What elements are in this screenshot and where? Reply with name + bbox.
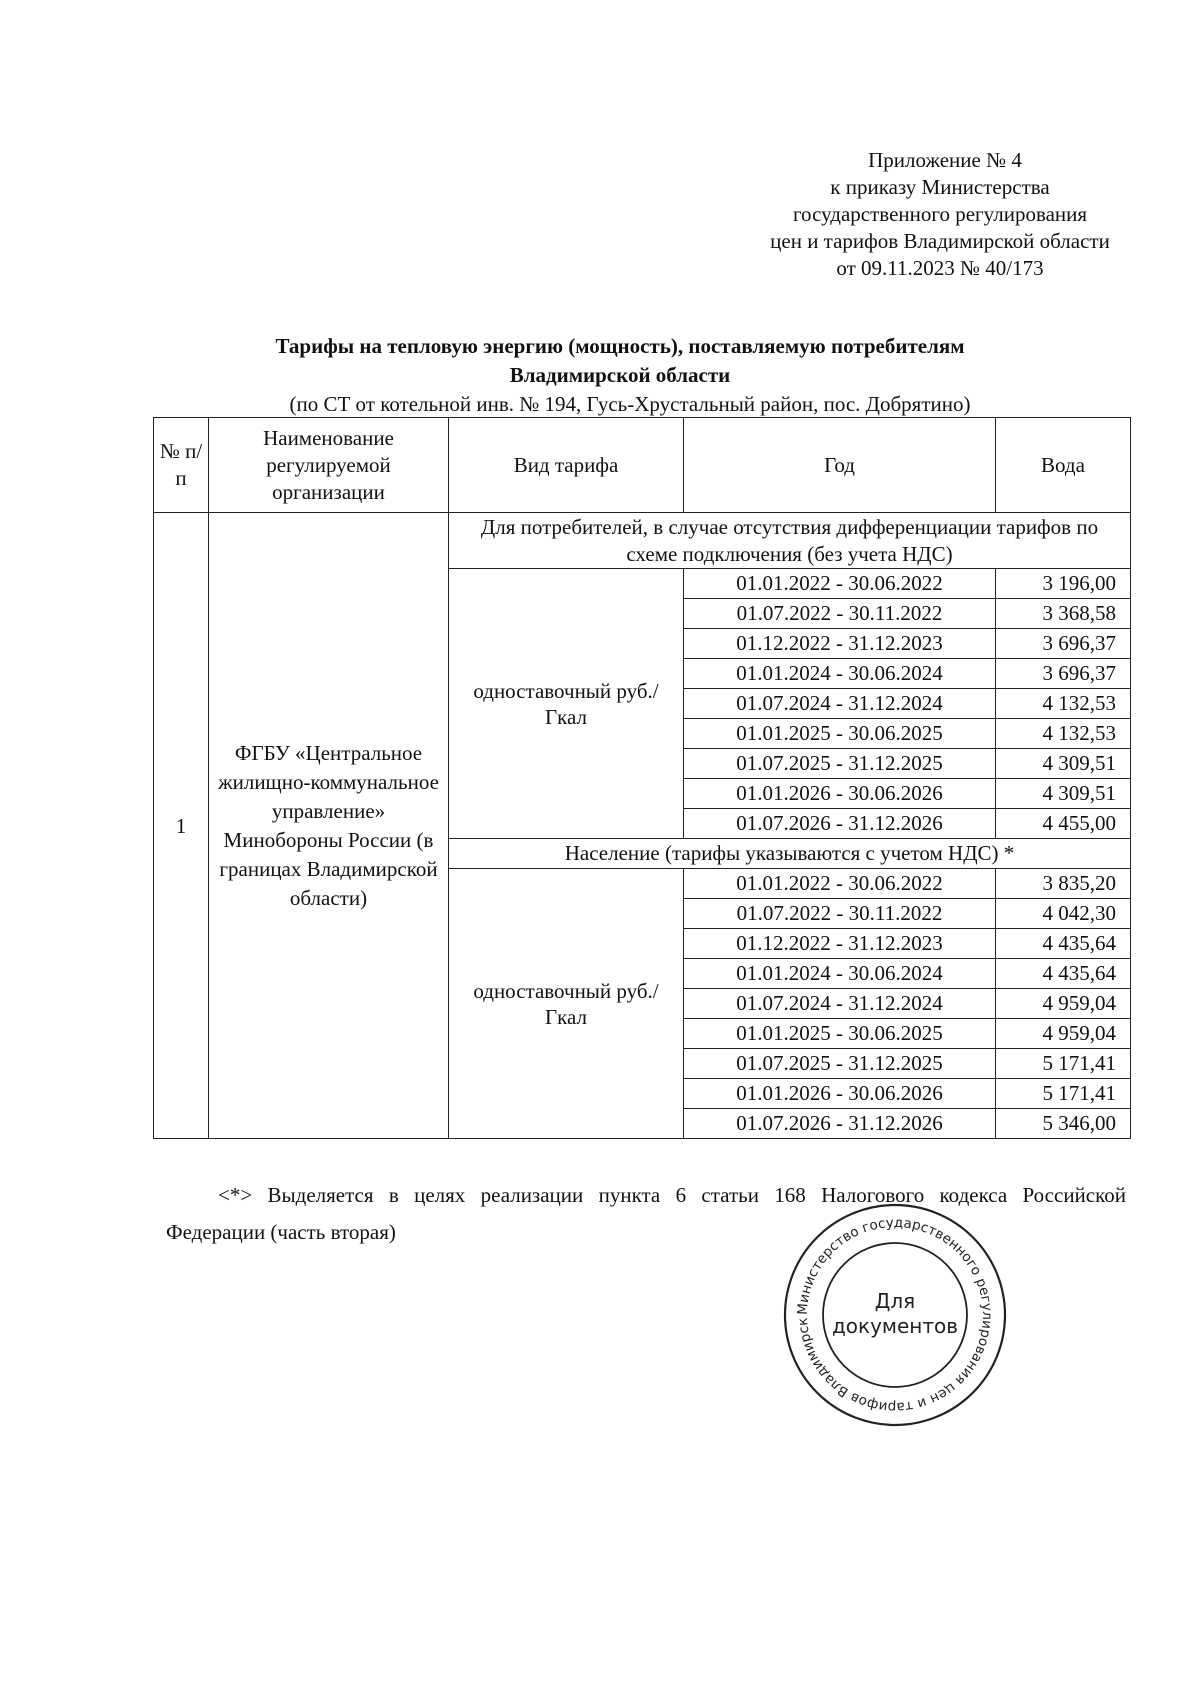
value-cell: 4 309,51 bbox=[996, 779, 1131, 809]
period-cell: 01.01.2025 - 30.06.2025 bbox=[684, 719, 996, 749]
row-number-cell: 1 bbox=[154, 513, 209, 1139]
table-header-row bbox=[154, 418, 1131, 513]
document-subtitle: (по СТ от котельной инв. № 194, Гусь-Хрустальный район, пос. Добрятино) bbox=[289, 392, 971, 416]
value-cell: 4 132,53 bbox=[996, 719, 1131, 749]
stamp-ring-text: Министерство государственного регулирования цен и тарифов Владимирск bbox=[794, 1214, 996, 1416]
period-cell: 01.01.2024 - 30.06.2024 bbox=[684, 959, 996, 989]
approval-region-line: цен и тарифов Владимирской области bbox=[770, 229, 1110, 253]
tariff-type-cell: одноставочный руб./Гкал bbox=[449, 869, 684, 1139]
group-heading-row bbox=[154, 513, 1131, 569]
appendix-number: Приложение № 4 bbox=[868, 148, 1022, 172]
value-cell: 4 435,64 bbox=[996, 959, 1131, 989]
approval-ministry-line: государственного регулирования bbox=[792, 202, 1088, 226]
value-cell: 5 171,41 bbox=[996, 1079, 1131, 1109]
header-year: Год bbox=[684, 418, 996, 513]
value-cell: 4 309,51 bbox=[996, 749, 1131, 779]
value-cell: 4 959,04 bbox=[996, 1019, 1131, 1049]
approval-order-line: к приказу Министерства bbox=[830, 175, 1050, 199]
period-cell: 01.07.2024 - 31.12.2024 bbox=[684, 989, 996, 1019]
period-cell: 01.01.2026 - 30.06.2026 bbox=[684, 779, 996, 809]
value-cell: 3 696,37 bbox=[996, 659, 1131, 689]
value-cell: 3 368,58 bbox=[996, 599, 1131, 629]
period-cell: 01.07.2024 - 31.12.2024 bbox=[684, 689, 996, 719]
stamp-seal bbox=[780, 1200, 1010, 1430]
period-cell: 01.07.2026 - 31.12.2026 bbox=[684, 1109, 996, 1139]
value-cell: 4 959,04 bbox=[996, 989, 1131, 1019]
period-cell: 01.07.2022 - 30.11.2022 bbox=[684, 599, 996, 629]
group-heading-consumers: Для потребителей, в случае отсутствия дифференциации тарифов по схеме подключения (без учета НДС) bbox=[449, 513, 1131, 569]
period-cell: 01.07.2026 - 31.12.2026 bbox=[684, 809, 996, 839]
header-organization: Наименование регулируемой организации bbox=[209, 418, 449, 513]
period-cell: 01.07.2025 - 31.12.2025 bbox=[684, 1049, 996, 1079]
header-water: Вода bbox=[996, 418, 1131, 513]
value-cell: 3 835,20 bbox=[996, 869, 1131, 899]
official-stamp bbox=[780, 1200, 1010, 1430]
period-cell: 01.01.2022 - 30.06.2022 bbox=[684, 869, 996, 899]
period-cell: 01.07.2022 - 30.11.2022 bbox=[684, 899, 996, 929]
stamp-center-line-2: документов bbox=[831, 1314, 959, 1338]
value-cell: 3 196,00 bbox=[996, 569, 1131, 599]
document-title bbox=[170, 332, 1070, 390]
period-cell: 01.01.2026 - 30.06.2026 bbox=[684, 1079, 996, 1109]
tariff-type-cell: одноставочный руб./Гкал bbox=[449, 569, 684, 839]
value-cell: 5 346,00 bbox=[996, 1109, 1131, 1139]
tariff-table bbox=[153, 417, 1131, 1139]
period-cell: 01.01.2022 - 30.06.2022 bbox=[684, 569, 996, 599]
title-line-2: Владимирской области bbox=[509, 363, 731, 387]
value-cell: 4 132,53 bbox=[996, 689, 1131, 719]
title-line-1: Тарифы на тепловую энергию (мощность), поставляемую потребителям bbox=[275, 334, 965, 358]
value-cell: 3 696,37 bbox=[996, 629, 1131, 659]
organization-cell: ФГБУ «Центральное жилищно-коммунальное управление» Минобороны России (в границах Владимирской области) bbox=[209, 513, 449, 1139]
value-cell: 5 171,41 bbox=[996, 1049, 1131, 1079]
header-tariff-type: Вид тарифа bbox=[449, 418, 684, 513]
header-number: № п/п bbox=[154, 418, 209, 513]
approval-block bbox=[700, 147, 1180, 282]
value-cell: 4 435,64 bbox=[996, 929, 1131, 959]
footnote-line-2: Федерации (часть вторая) bbox=[166, 1220, 396, 1244]
period-cell: 01.01.2025 - 30.06.2025 bbox=[684, 1019, 996, 1049]
period-cell: 01.07.2025 - 31.12.2025 bbox=[684, 749, 996, 779]
period-cell: 01.12.2022 - 31.12.2023 bbox=[684, 929, 996, 959]
group-heading-population: Население (тарифы указываются с учетом НДС) * bbox=[449, 839, 1131, 869]
approval-date-number: от 09.11.2023 № 40/173 bbox=[836, 256, 1044, 280]
period-cell: 01.12.2022 - 31.12.2023 bbox=[684, 629, 996, 659]
period-cell: 01.01.2024 - 30.06.2024 bbox=[684, 659, 996, 689]
value-cell: 4 042,30 bbox=[996, 899, 1131, 929]
stamp-center-line-1: Для bbox=[874, 1289, 916, 1313]
value-cell: 4 455,00 bbox=[996, 809, 1131, 839]
footnote-line-1: <*> Выделяется в целях реализации пункта 6 статьи 168 Налогового кодекса Российской bbox=[218, 1183, 1126, 1207]
